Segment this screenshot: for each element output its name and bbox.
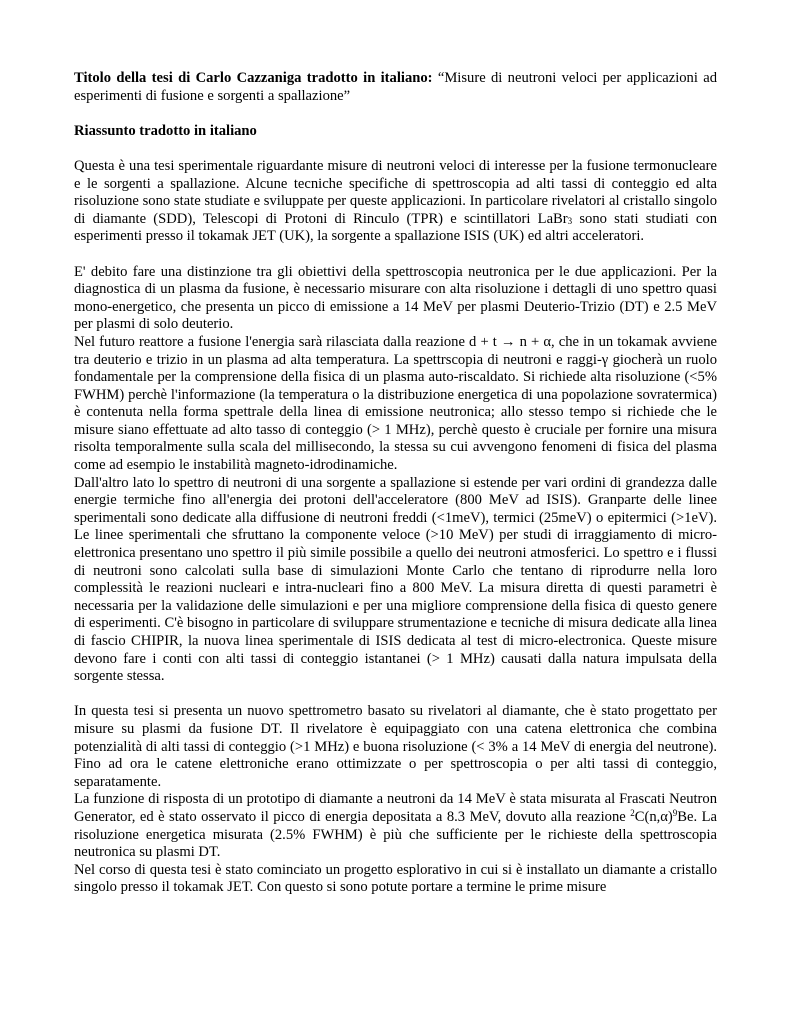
reaction-text: C(n,α)	[634, 808, 673, 825]
thesis-title-paragraph	[74, 70, 717, 105]
paragraph-intro	[74, 158, 717, 246]
paragraph-spallation: Dall'altro lato lo spettro di neutroni di una sorgente a spallazione si estende per vari ordini di grandezza dalle energie termiche fino all'energia dei protoni dell'acceleratore (800 MeV ad ISIS). Granparte delle linee sperimentali sono dedicate alla diffusione di neutroni freddi (<1meV), termici (25meV) o epitermici (>1eV). Le linee sperimentali che sfruttano la componente veloce (>10 MeV) per studi di irraggiamento di micro-elettronica presentano uno spettro il più simile possibile a quello dei neutroni atmosferici. Lo spettro e i flussi di neutroni sono calcolati sulla base di simulazioni Monte Carlo che tentano di riprodurre nella loro complessità le reazioni nucleari e intra-nucleari fino a 800 MeV. La misura diretta di questi parametri è necessaria per la validazione delle simulazioni e per una migliore comprensione della fisica di questo genere di esperimenti. C'è bisogno in particolare di sviluppare strumentazione e tecniche di misura dedicate alla linea di fascio CHIPIR, la nuova linea sperimentale di ISIS dedicata al test di micro-electronica. Queste misure devono fare i conti con alti tassi di conteggio istantanei (> 1 MHz) causati dalla natura impulsata della sorgente stessa.	[74, 474, 717, 685]
paragraph-response-function	[74, 791, 717, 861]
paragraph-jet-project: Nel corso di questa tesi è stato cominciato un progetto esplorativo in cui si è installato un diamante a cristallo singolo presso il tokamak JET. Con questo si sono potute portare a termine le prime misure	[74, 861, 717, 896]
paragraph-fusion-reactor: Nel futuro reattore a fusione l'energia sarà rilasciata dalla reazione d + t → n + α, che in un tokamak avviene tra deuterio e trizio in un plasma ad alta temperatura. La spettrscopia di neutroni e raggi-γ giocherà un ruolo fondamentale per la comprensione della fisica di un plasma auto-riscaldato. Si richiede alta risoluzione (<5% FWHM) perchè l'informazione (la temperatura o la distribuzione energetica di una popolazione sovratermica) è contenuta nella forma spettrale della linea di emissione neutronica; allo stesso tempo si richiede che le misure siano effettuate ad alto tasso di conteggio (> 1 MHz), perchè questo è cruciale per fornire una misura risolta temporalmente sulla scala del millisecondo, la stessa su cui avvengono fenomeni di fisica del plasma come ad esempio le instabilità magneto-idrodinamiche.	[74, 333, 717, 474]
paragraph-intro-text-b: sono stati studiati con esperimenti presso il tokamak JET (UK), la sorgente a spallazione ISIS (UK) ed altri acceleratori.	[74, 210, 717, 245]
paragraph-response-text-c: Be. La risoluzione energetica misurata (2.5% FWHM) è più che sufficiente per le richieste della spettroscopia neutronica su plasmi DT.	[74, 808, 718, 861]
paragraph-objectives: E' debito fare una distinzione tra gli obiettivi della spettroscopia neutronica per le due applicazioni. Per la diagnostica di un plasma da fusione, è necessario misurare con alta risoluzione i dettagli di uno spettro quasi mono-energetico, che presenta un picco di emissione a 14 MeV per plasmi Deuterio-Trizio (DT) e 2.5 MeV per plasmi di solo deuterio.	[74, 263, 717, 333]
carbon-superscript: 2	[630, 807, 635, 818]
thesis-title-label: Titolo della tesi di Carlo Cazzaniga tradotto in italiano:	[74, 70, 433, 86]
thesis-title-text: “Misure di neutroni veloci per applicazioni ad esperimenti di fusione e sorgenti a spallazione”	[74, 70, 717, 104]
labr-subscript: 3	[567, 215, 573, 226]
paragraph-intro-text-a: Questa è una tesi sperimentale riguardante misure di neutroni veloci di interesse per la fusione termonucleare e le sorgenti a spallazione. Alcune tecniche specifiche di spettroscopia ad alti tassi di conteggio ed alta risoluzione sono state studiate e sviluppate per queste applicazioni. In particolare rivelatori al cristallo singolo di diamante (SDD), Telescopi di Protoni di Rinculo (TPR) e scintillatori LaBr	[74, 157, 717, 227]
paragraph-response-text-a: La funzione di risposta di un prototipo di diamante a neutroni da 14 MeV è stata misurata al Frascati Neutron Generator, ed è stato osservato il picco di energia depositata a 8.3 MeV, dovuto alla reazione	[74, 791, 717, 825]
summary-heading: Riassunto tradotto in italiano	[74, 122, 257, 139]
paragraph-spectrometer: In questa tesi si presenta un nuovo spettrometro basato su rivelatori al diamante, che è stato progettato per misure su plasmi da fusione DT. Il rivelatore è equipaggiato con una catena elettronica che combina potenzialità di alti tassi di conteggio (>1 MHz) e buona risoluzione (< 3% a 14 MeV di energia del neutrone). Fino ad ora le catene elettroniche erano ottimizzate o per spettroscopia o per alti tassi di conteggio, separatamente.	[74, 703, 717, 790]
beryllium-superscript: 9	[672, 807, 678, 818]
document-page	[74, 70, 717, 897]
